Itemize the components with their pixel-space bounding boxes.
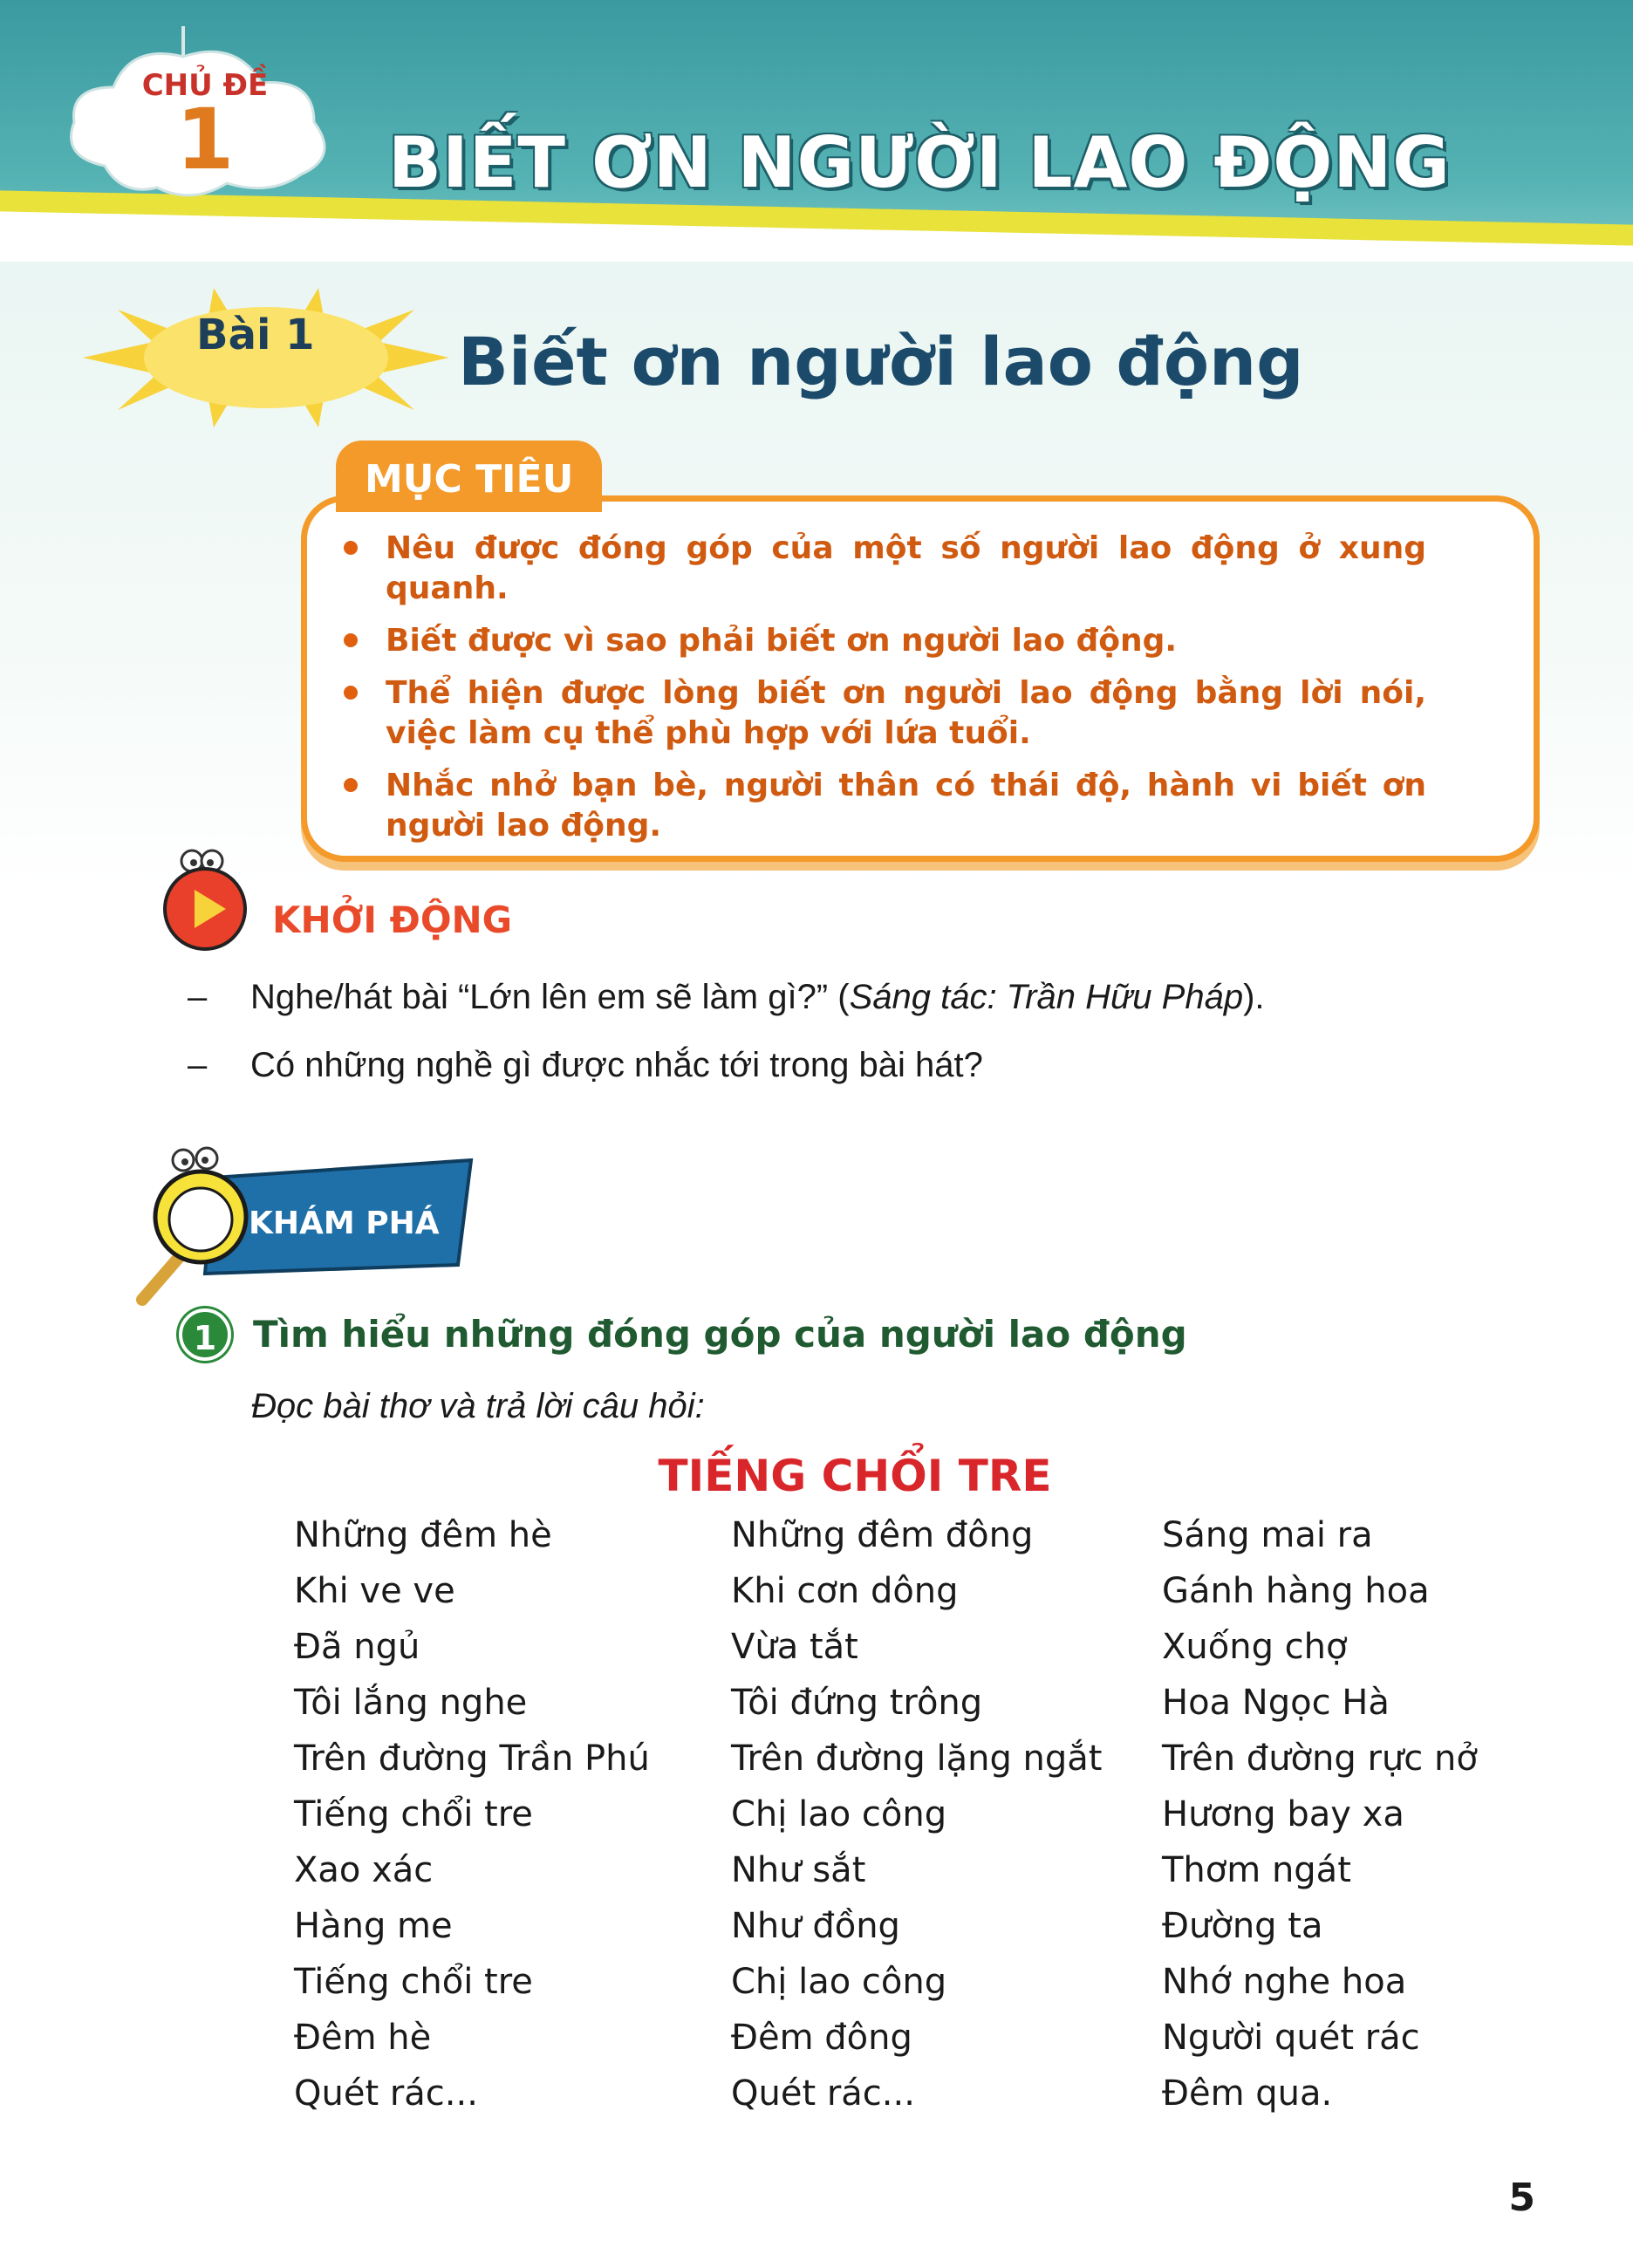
poem-line: Thơm ngát [1162,1850,1351,1890]
objective-item: Nêu được đóng góp của một số người lao động ở xung quanh. [340,529,1426,609]
warmup-line [188,1041,1496,1090]
play-mascot-icon [161,848,257,953]
poem-line: Người quét rác [1162,2018,1420,2058]
poem-line: Hương bay xa [1162,1794,1404,1834]
poem-line: Chị lao công [731,1794,947,1834]
topic-title: BIẾT ƠN NGƯỜI LAO ĐỘNG [388,122,1451,203]
dash-marker: – [188,978,208,1016]
poem-line: Trên đường Trần Phú [294,1739,650,1779]
warmup-heading: KHỞI ĐỘNG [272,898,513,941]
poem-column-3 [1162,1507,1563,2121]
poem-line: Đã ngủ [294,1627,420,1667]
poem-line: Những đêm hè [294,1515,552,1555]
poem-line: Chị lao công [731,1962,947,2002]
poem-line: Nhớ nghe hoa [1162,1962,1407,2002]
poem-line: Xao xác [294,1850,434,1890]
objectives-heading: MỤC TIÊU [365,457,574,502]
lesson-title: Biết ơn người lao động [458,323,1304,400]
poem-line: Tôi lắng nghe [294,1683,528,1723]
poem-line: Tiếng chổi tre [294,1794,533,1834]
warmup-text-end: ). [1243,978,1265,1016]
warmup-text: Nghe/hát bài “Lớn lên em sẽ làm gì?” ( [250,978,850,1016]
warmup-text: Có những nghề gì được nhắc tới trong bài hát? [250,1046,983,1084]
poem-line: Như đồng [731,1906,900,1946]
explore-heading: KHÁM PHÁ [249,1206,440,1241]
poem-line: Tôi đứng trông [731,1683,983,1723]
poem-line: Tiếng chổi tre [294,1962,533,2002]
poem-line: Đêm hè [294,2018,432,2058]
poem-line: Trên đường rực nở [1162,1739,1478,1779]
task-title: Tìm hiểu những đóng góp của người lao động [253,1313,1187,1356]
poem-line: Quét rác... [294,2073,478,2114]
task-number-badge: 1 [179,1308,231,1361]
poem-line: Trên đường lặng ngắt [731,1739,1103,1779]
poem-line: Đêm qua. [1162,2073,1333,2114]
poem-line: Hàng me [294,1906,453,1946]
lesson-label: Bài 1 [196,311,315,359]
poem-line: Đêm đông [731,2018,912,2058]
page-number: 5 [1508,2176,1535,2220]
objective-item: Biết được vì sao phải biết ơn người lao động. [340,621,1426,661]
objectives-list [340,529,1426,858]
warmup-line [188,973,1496,1021]
poem-line: Quét rác... [731,2073,915,2114]
poem-column-2 [731,1507,1132,2121]
objective-item: Nhắc nhở bạn bè, người thân có thái độ, hành vi biết ơn người lao động. [340,766,1426,846]
poem-line: Xuống chợ [1162,1627,1348,1667]
poem-line: Sáng mai ra [1162,1515,1373,1555]
poem-line: Khi ve ve [294,1571,455,1611]
poem-column-1 [294,1507,695,2121]
poem-line: Những đêm đông [731,1515,1034,1555]
dash-marker: – [188,1046,208,1084]
poem-line: Như sắt [731,1850,866,1890]
topic-number: 1 [175,91,235,188]
warmup-questions [188,973,1496,1109]
poem-line: Hoa Ngọc Hà [1162,1683,1390,1723]
poem-line: Gánh hàng hoa [1162,1571,1430,1611]
poem-line: Khi cơn dông [731,1571,959,1611]
poem-title: TIẾNG CHỔI TRE [658,1451,1052,1501]
poem-line: Vừa tắt [731,1627,858,1667]
task-instruction: Đọc bài thơ và trả lời câu hỏi: [251,1387,705,1425]
warmup-credit: Sáng tác: Trần Hữu Pháp [849,978,1244,1016]
topic-label: CHỦ ĐỀ [141,68,269,103]
poem-line: Đường ta [1162,1906,1323,1946]
objective-item: Thể hiện được lòng biết ơn người lao động bằng lời nói, việc làm cụ thể phù hợp với lứa tuổi. [340,673,1426,754]
